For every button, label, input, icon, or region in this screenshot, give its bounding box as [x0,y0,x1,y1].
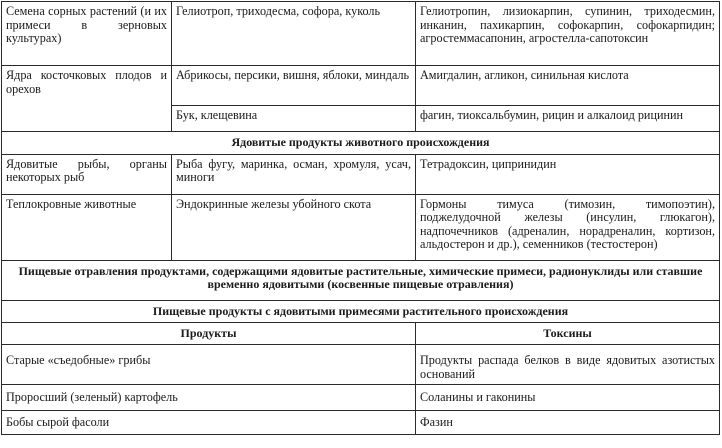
toxins-text: Тетрадоксин, ципринидин [420,156,557,171]
toxins-cell [416,66,720,106]
column-header-products-text: Продукты [180,326,237,341]
toxins-text: Фазин [420,415,453,430]
products-text: Рыба фугу, маринка, осман, хромуля, усач, миноги [176,156,411,185]
section-header-row [2,132,720,155]
column-header-toxins [416,323,720,345]
column-header-products [2,323,416,345]
column-header-row [2,323,720,345]
plant-impurities-title-text: Пищевые продукты с ядовитыми примесями растительного происхождения [152,303,569,318]
products-cell [2,345,416,385]
section-header-row [2,260,720,300]
toxins-text: Амигдалин, агликон, синильная кислота [420,68,629,82]
table-row [2,345,720,385]
toxins-text: фагин, тиоксальбумин, рицин и алкалоид рицинин [420,108,684,122]
source-cell [2,194,172,260]
products-cell [2,385,416,411]
source-cell [2,2,172,66]
toxins-cell [416,154,720,194]
source-text: Ядовитые рыбы, органы некоторых рыб [6,156,167,185]
source-text: Ядра косточковых плодов и орехов [6,68,167,96]
table-row [2,411,720,435]
products-text: Старые «съедобные» грибы [6,353,151,368]
toxins-cell [416,2,720,66]
products-cell [2,411,416,435]
table-row [2,66,720,106]
table-row [2,194,720,260]
plant-impurities-title [2,300,720,323]
products-text: Гелиотроп, триходесма, софора, куколь [176,4,381,18]
source-text: Семена сорных растений (и их примеси в зерновых культурах) [6,4,167,46]
source-text: Теплокровные животные [6,196,137,211]
products-cell [172,154,416,194]
toxins-cell [416,106,720,132]
poisoning-section-title [2,260,720,300]
table-row [2,154,720,194]
products-text: Бук, клещевина [176,108,258,122]
toxins-text: Соланины и гаконины [420,390,536,405]
toxins-cell [416,385,720,411]
table-row [2,2,720,66]
poisoning-section-title-text: Пищевые отравления продуктами, содержащими ядовитые растительные, химические примеси, радионуклиды или ставшие временно ядовитыми (косвенные пищевые отравления) [18,263,703,292]
animal-section-title-text: Ядовитые продукты животного происхождения [231,135,490,149]
products-text: Бобы сырой фасоли [6,415,110,430]
section-header-row [2,300,720,323]
animal-section-title [2,132,720,155]
toxins-text: Гормоны тимуса (тимозин, тимопоэтин), поджелудочной железы (инсулин, глюкагон), надпочечников (адреналин, норадреналин, кортизон, альдостерон и др.), семенников (тестостерон) [420,196,715,252]
source-cell [2,66,172,132]
products-cell [172,2,416,66]
table-row [2,385,720,411]
products-text: Проросший (зеленый) картофель [6,390,178,405]
toxins-table [1,1,720,435]
products-text: Эндокринные железы убойного скота [176,196,372,211]
toxins-text: Продукты распада белков в виде ядовитых азотистых оснований [420,353,715,381]
source-cell [2,154,172,194]
products-text: Абрикосы, персики, вишня, яблоки, миндаль [176,68,410,82]
products-cell [172,106,416,132]
products-cell [172,194,416,260]
toxins-text: Гелиотропин, лизиокарпин, супинин, триходесмин, инканин, пахикарпин, софокарпин, софокарпидин; агростеммасапонин, агростелла-сапотоксин [420,4,715,46]
toxins-cell [416,194,720,260]
column-header-toxins-text: Токсины [543,326,592,341]
toxins-cell [416,345,720,385]
toxins-cell [416,411,720,435]
products-cell [172,66,416,106]
